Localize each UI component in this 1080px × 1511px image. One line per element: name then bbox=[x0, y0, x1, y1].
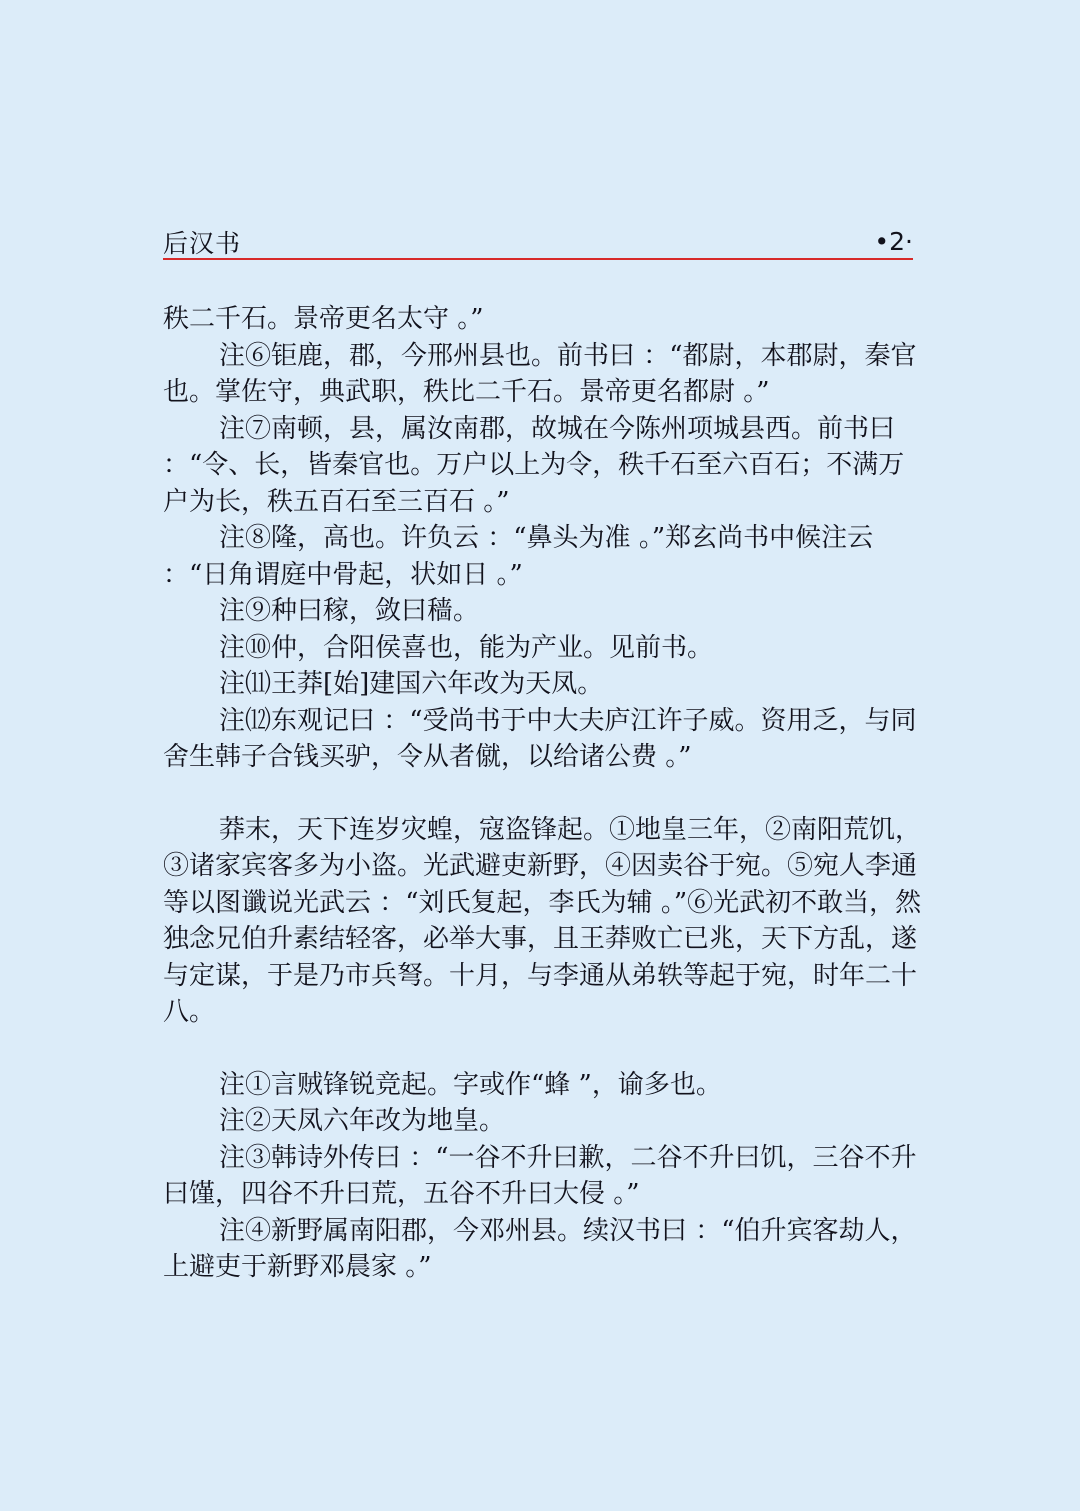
section-gap bbox=[163, 776, 923, 812]
section-gap bbox=[163, 1031, 923, 1067]
note-3: 注③韩诗外传曰 ：“一谷不升曰歉，二谷不升曰饥，三谷不升曰馑，四谷不升曰荒，五谷不升曰大侵 。” bbox=[163, 1142, 917, 1209]
paragraph-continuation: 秩二千石。景帝更名太守 。” bbox=[163, 304, 484, 334]
note-12: 注⑿东观记曰 ：“受尚书于中大夫庐江许子威。资用乏，与同舍生韩子合钱买驴，令从者僦，以给诸公费 。” bbox=[163, 705, 917, 772]
note-11: 注⑾王莽[始]建国六年改为天凤。 bbox=[219, 669, 604, 699]
note-9: 注⑨种曰稼，敛曰穑。 bbox=[219, 596, 480, 626]
page-body bbox=[163, 301, 923, 1286]
note-2: 注②天凤六年改为地皇。 bbox=[219, 1106, 506, 1136]
note-10: 注⑩仲，合阳侯喜也，能为产业。见前书。 bbox=[219, 632, 714, 663]
book-title: 后汉书 bbox=[163, 229, 242, 258]
header-rule bbox=[163, 258, 913, 260]
main-text-paragraph: 莽末，天下连岁灾蝗，寇盗锋起。①地皇三年，②南阳荒饥，③诸家宾客多为小盗。光武避吏新野，④因卖谷于宛。⑤宛人李通等以图谶说光武云 ：“刘氏复起，李氏为辅 。”⑥光武初不敢当，然独念兄伯升素结轻客，必举大事，且王莽败亡已兆，天下方乱，遂与定谋，于是乃市兵弩。十月，与李通从弟轶等起于宛，时年二十八。 bbox=[163, 814, 922, 1027]
note-1: 注①言贼锋锐竞起。字或作“蜂 ”，谕多也。 bbox=[219, 1069, 722, 1100]
note-8: 注⑧隆，高也。许负云 ：“鼻头为准 。”郑玄尚书中候注云 ：“日角谓庭中骨起，状如日 。” bbox=[163, 523, 874, 590]
note-6: 注⑥钜鹿，郡，今邢州县也。前书曰 ：“都尉，本郡尉，秦官也。掌佐守，典武职，秩比二千石。景帝更名都尉 。” bbox=[163, 340, 917, 407]
running-header bbox=[163, 225, 913, 261]
note-4: 注④新野属南阳郡，今邓州县。续汉书曰 ：“伯升宾客劫人，上避吏于新野邓晨家 。” bbox=[163, 1215, 917, 1282]
page-number: •2· bbox=[874, 227, 913, 256]
note-7: 注⑦南顿，县，属汝南郡，故城在今陈州项城县西。前书曰 ：“令、长，皆秦官也。万户以上为令，秩千石至六百石；不满万户为长，秩五百石至三百石 。” bbox=[163, 413, 905, 517]
